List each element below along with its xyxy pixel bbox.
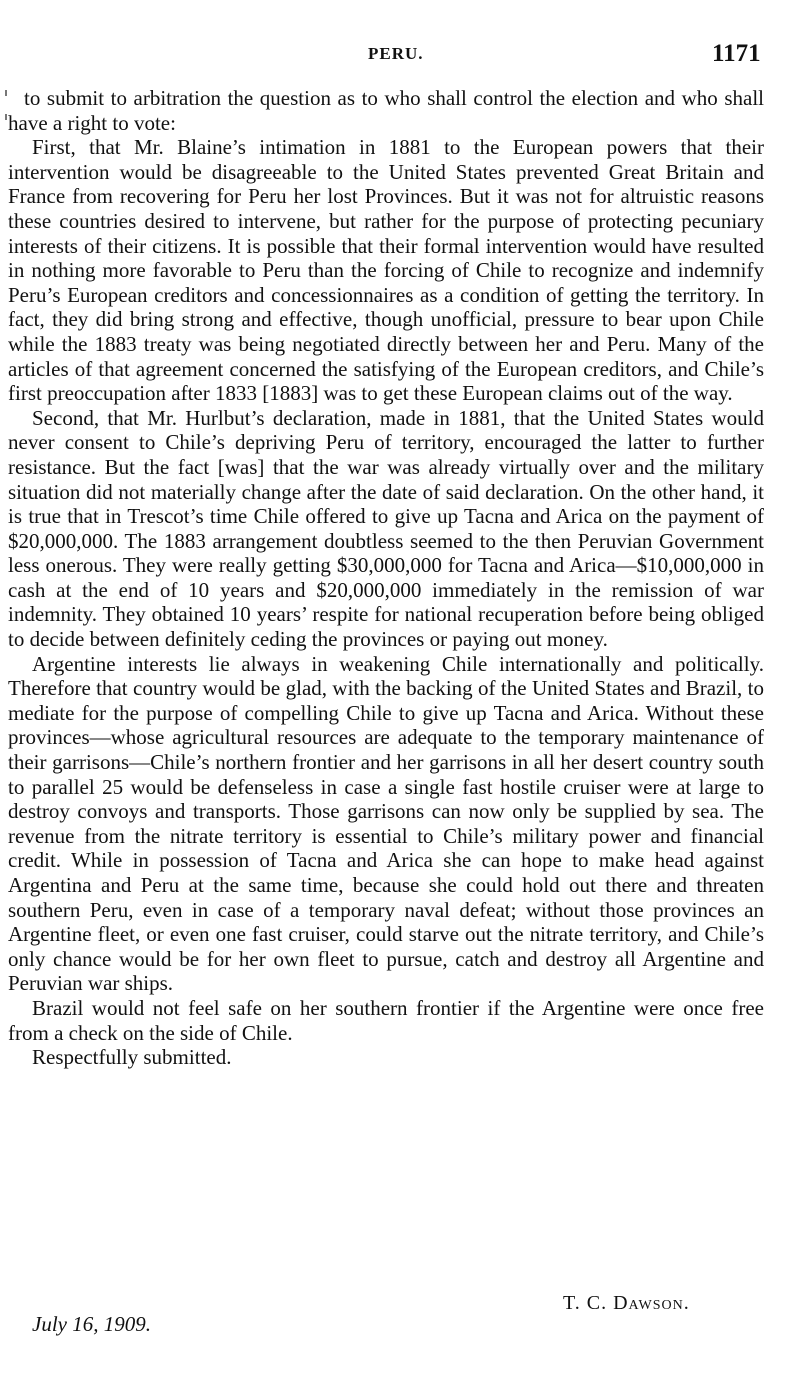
letter-body: [8, 86, 764, 1070]
paragraph-argentine-interests: Argentine interests lie always in weakening Chile internationally and politically. Therefore that country would be glad, with the backing of the United States and Brazil, to mediate for the purpose of compelling Chile to give up Tacna and Arica. Without these provinces—whose agricultural resources are adequate to the temporary maintenance of their garrisons—Chile’s northern frontier and her garrisons in all her desert country south to parallel 25 would be defenseless in case a single fast hostile cruiser were at large to destroy convoys and transports. Those garrisons can now only be supplied by sea. The revenue from the nitrate territory is essential to Chile’s military power and financial credit. While in possession of Tacna and Arica she can hope to make head against Argentina and Peru at the same time, because she could hold out there and threaten southern Peru, even in case of a temporary naval defeat; without those provinces an Argentine fleet, or even one fast cruiser, could starve out the nitrate territory, and Chile’s only chance would be for her own fleet to pursue, catch and destroy all Argentine and Peruvian war ships.: [8, 651, 764, 996]
paragraph-continued: to submit to arbitration the question as to who shall control the election and who shall have a right to vote:: [8, 86, 764, 135]
margin-mark: [5, 114, 7, 120]
date-line: July 16, 1909.: [32, 1312, 151, 1336]
paragraph-first-point: First, that Mr. Blaine’s intimation in 1881 to the European powers that their intervention would be disagreeable to the United States prevented Great Britain and France from recovering for Peru her lost Provinces. But it was not for altruistic reasons these countries desired to intervene, but rather for the purpose of protecting pecuniary interests of their citizens. It is possible that their formal intervention would have resulted in nothing more favorable to Peru than the forcing of Chile to recognize and indemnify Peru’s European creditors and concessionnaires as a condition of getting the territory. In fact, they did bring strong and effective, though unofficial, pressure to bear upon Chile while the 1883 treaty was being negotiated directly between her and Peru. Many of the articles of that agreement concerned the satisfying of the European creditors, and Chile’s first preoccupation after 1833 [1883] was to get these European claims out of the way.: [8, 135, 764, 406]
margin-mark: [5, 90, 7, 96]
closing-line: Respectfully submitted.: [32, 1045, 232, 1070]
paragraph-brazil: Brazil would not feel safe on her southern frontier if the Argentine were once free from a check on the side of Chile.: [8, 995, 764, 1045]
paragraph-second-point: Second, that Mr. Hurlbut’s declaration, made in 1881, that the United States would never consent to Chile’s depriving Peru of territory, encouraged the latter to further resistance. But the fact [was] that the war was already virtually over and the military situation did not materially change after the date of said declaration. On the other hand, it is true that in Trescot’s time Chile offered to give up Tacna and Arica on the payment of $20,000,000. The 1883 arrangement doubtless seemed to the then Peruvian Government less onerous. They were really getting $30,000,000 for Tacna and Arica—$10,000,000 in cash at the end of 10 years and $20,000,000 immediately in the remission of war indemnity. They obtained 10 years’ respite for national recuperation before being obliged to decide between definitely ceding the provinces or paying out money.: [8, 405, 764, 652]
running-header: [0, 40, 795, 70]
page-number: 1171: [712, 40, 761, 67]
signature: T. C. Dawson.: [563, 1292, 690, 1314]
running-title: PERU.: [368, 44, 424, 63]
